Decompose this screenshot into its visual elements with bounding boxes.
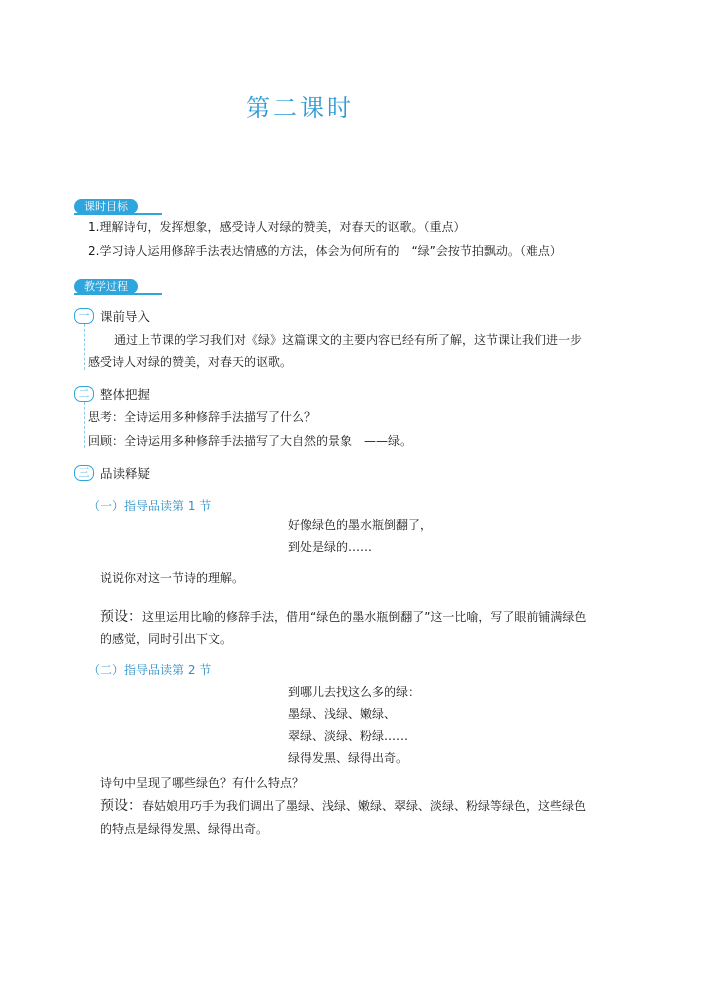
- subsection-2-question: 诗句中呈现了哪些绿色？有什么特点？: [100, 776, 305, 790]
- section-2-guide-line: [84, 402, 85, 448]
- objectives-badge: 课时目标: [74, 199, 138, 214]
- section-1-heading: [74, 306, 150, 326]
- section-3-title: 品读释疑: [100, 466, 151, 481]
- preset-label: 预设：: [100, 798, 142, 814]
- poem-line: 绿得发黑、绿得出奇。: [288, 751, 409, 765]
- objective-item-2: 2.学习诗人运用修辞手法表达情感的方法，体会为何所有的 “绿”会按节拍飘动。（难点）: [88, 244, 562, 258]
- process-badge: 教学过程: [74, 279, 138, 294]
- section-2-question: 思考：全诗运用多种修辞手法描写了什么？: [88, 410, 317, 424]
- subsection-1-question: 说说你对这一节诗的理解。: [100, 571, 245, 585]
- section-2-title: 整体把握: [100, 387, 151, 402]
- subsection-2-preset-line-1: [100, 797, 586, 815]
- section-2-number: 二: [74, 386, 94, 402]
- section-3-number: 三: [74, 465, 94, 481]
- section-3-heading: [74, 463, 150, 483]
- section-2-answer: 回顾：全诗运用多种修辞手法描写了大自然的景象 ——绿。: [88, 434, 413, 448]
- preset-text: 这里运用比喻的修辞手法，借用“绿色的墨水瓶倒翻了”这一比喻，写了眼前铺满绿色: [142, 610, 587, 624]
- section-1-guide-line: [84, 324, 85, 370]
- section-1-title: 课前导入: [100, 309, 151, 324]
- poem-line: 好像绿色的墨水瓶倒翻了，: [288, 518, 433, 532]
- preset-label: 预设：: [100, 609, 142, 625]
- poem-line: 到哪儿去找这么多的绿：: [288, 685, 421, 699]
- subsection-1-preset-line-2: 的感觉，同时引出下文。: [100, 632, 233, 646]
- section-1-paragraph-line-1: 通过上节课的学习我们对《绿》这篇课文的主要内容已经有所了解，这节课让我们进一步: [114, 333, 583, 347]
- page-title: 第二课时: [246, 94, 354, 122]
- subsection-2-heading: （二）指导品读第 2 节: [88, 663, 212, 677]
- subsection-2-poem: [288, 681, 420, 769]
- subsection-1-heading: （一）指导品读第 1 节: [88, 499, 212, 513]
- objective-item-1: 1.理解诗句，发挥想象，感受诗人对绿的赞美，对春天的讴歌。（重点）: [88, 220, 466, 234]
- process-badge-underline: [74, 293, 162, 295]
- subsection-1-preset-line-1: [100, 608, 586, 626]
- section-1-number: 一: [74, 308, 94, 324]
- poem-line: 翠绿、淡绿、粉绿……: [288, 729, 409, 743]
- poem-line: 墨绿、浅绿、嫩绿、: [288, 707, 397, 721]
- section-1-paragraph-line-2: 感受诗人对绿的赞美，对春天的讴歌。: [88, 355, 293, 369]
- section-2-heading: [74, 384, 150, 404]
- subsection-1-poem: [288, 514, 432, 558]
- subsection-2-preset-line-2: 的特点是绿得发黑、绿得出奇。: [100, 822, 269, 836]
- preset-text: 春姑娘用巧手为我们调出了墨绿、浅绿、嫩绿、翠绿、淡绿、粉绿等绿色，这些绿色: [142, 799, 587, 813]
- objectives-badge-underline: [74, 213, 162, 215]
- poem-line: 到处是绿的……: [288, 540, 373, 554]
